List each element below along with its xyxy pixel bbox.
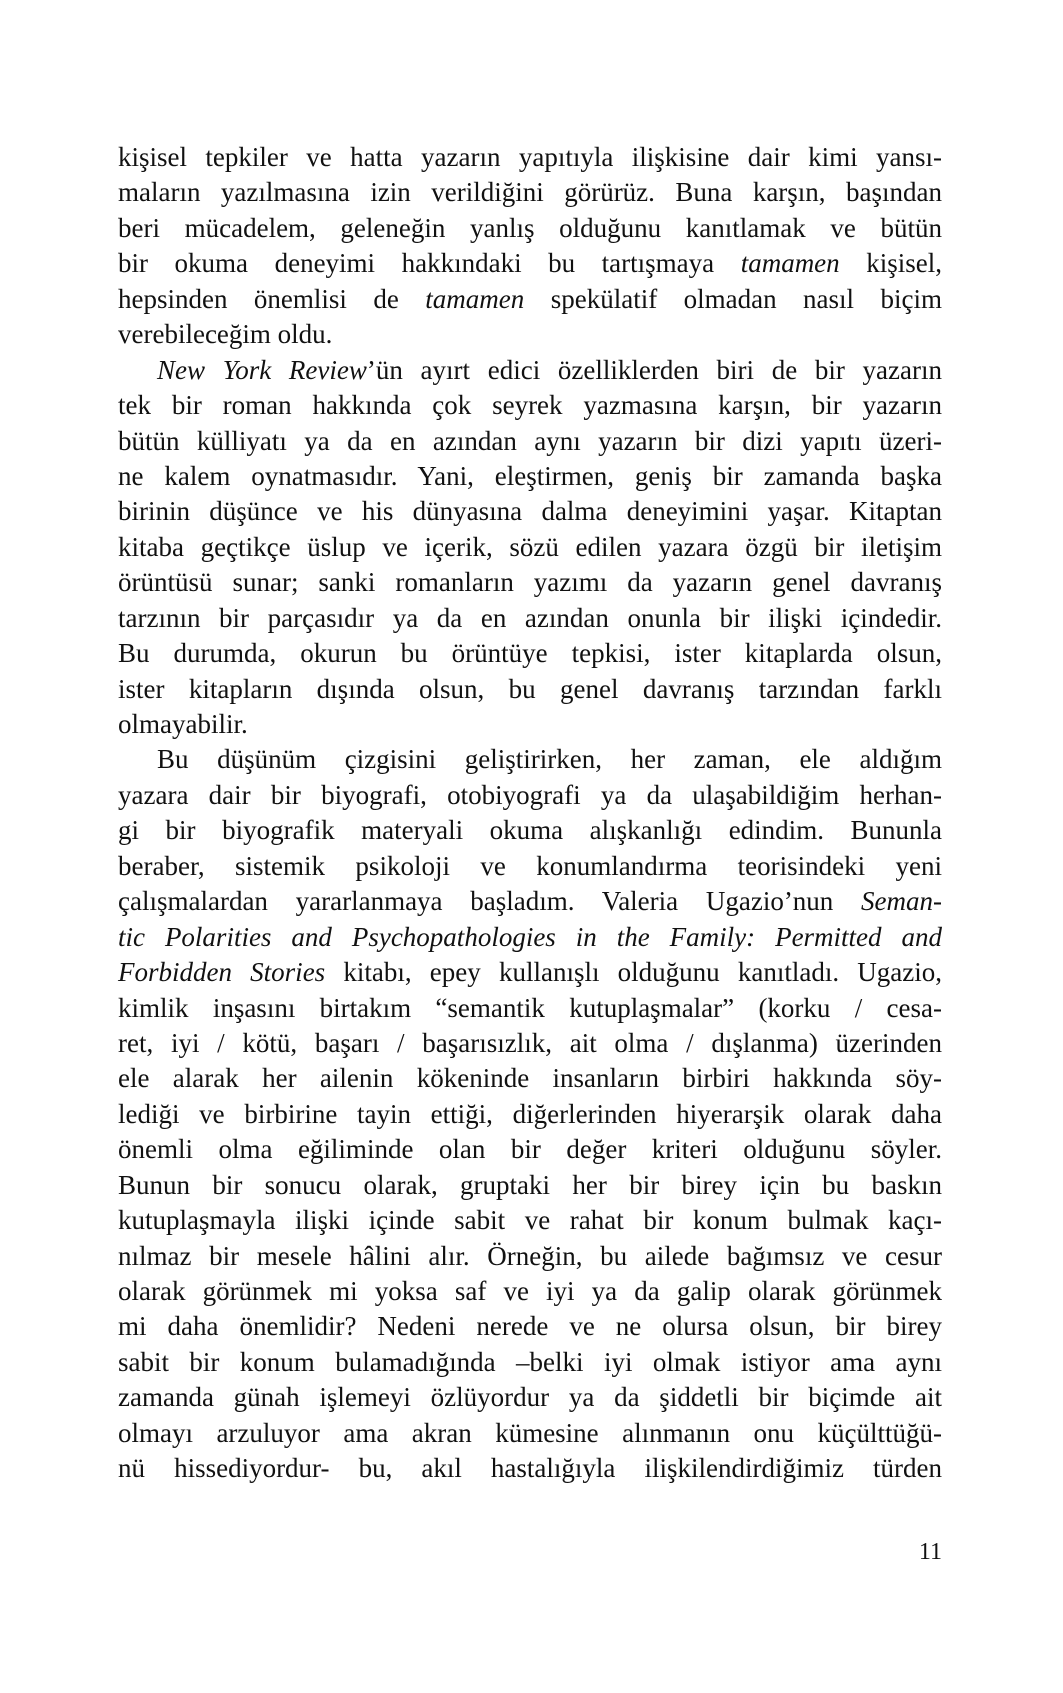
- text-line: [118, 778, 942, 813]
- text-segment: yazara dair bir biyografi, otobiyografi ya da ulaşabildiğim herhan-: [118, 779, 942, 810]
- text-segment: nü hissediyordur- bu, akıl hastalığıyla ilişkilendirdiğimiz türden: [118, 1453, 942, 1484]
- text-line: [118, 1451, 942, 1486]
- text-line: [118, 1061, 942, 1096]
- text-segment: kişisel tepkiler ve hatta yazarın yapıtıyla ilişkisine dair kimi yansı-: [118, 142, 942, 172]
- text-line: [118, 1203, 942, 1238]
- text-line: [118, 1416, 942, 1451]
- text-segment: bütün külliyatı ya da en azından aynı yazarın bir dizi yapıtı üzeri-: [118, 425, 942, 456]
- text-line: [118, 494, 942, 529]
- text-segment: bir okuma deneyimi hakkındaki bu tartışmaya: [118, 248, 741, 279]
- text-segment: ister kitapların dışında olsun, bu genel davranış tarzından farklı: [118, 673, 942, 704]
- body-text: [118, 140, 942, 1487]
- text-segment: ele alarak her ailenin kökeninde insanların birbiri hakkında söy-: [118, 1063, 942, 1094]
- text-segment: kitabı, epey kullanışlı olduğunu kanıtladı. Ugazio,: [325, 957, 942, 988]
- text-line: [118, 175, 942, 210]
- text-line: [118, 813, 942, 848]
- text-line: [118, 1168, 942, 1203]
- text-line: [118, 388, 942, 423]
- italic-text: Forbidden Stories: [118, 957, 326, 988]
- text-segment: olarak görünmek mi yoksa saf ve iyi ya da galip olarak görünmek: [118, 1276, 942, 1306]
- italic-text: Seman-: [861, 886, 942, 917]
- text-segment: örüntüsü sunar; sanki romanların yazımı da yazarın genel davranış: [118, 567, 942, 598]
- text-segment: sabit bir konum bulamadığında –belki iyi olmak istiyor ama aynı: [118, 1346, 942, 1377]
- text-segment: birinin düşünce ve his dünyasına dalma deneyimini yaşar. Kitaptan: [118, 496, 942, 527]
- text-line: [118, 565, 942, 600]
- text-segment: ne kalem oynatmasıdır. Yani, eleştirmen, geniş bir zamanda başka: [118, 460, 942, 491]
- text-segment: kitaba geçtikçe üslup ve içerik, sözü edilen yazara özgü bir iletişim: [118, 531, 942, 562]
- text-line: [118, 530, 942, 565]
- text-line: [118, 353, 942, 388]
- text-line: [118, 459, 942, 494]
- text-segment: kimlik inşasını birtakım “semantik kutuplaşmalar” (korku / cesa-: [118, 992, 942, 1023]
- text-line: [118, 920, 942, 955]
- text-segment: olmayı arzuluyor ama akran kümesine alınmanın onu küçülttüğü-: [118, 1417, 942, 1448]
- text-line: [118, 140, 942, 175]
- text-segment: beraber, sistemik psikoloji ve konumlandırma teorisindeki yeni: [118, 850, 942, 881]
- text-segment: beri mücadelem, geleneğin yanlış olduğunu kanıtlamak ve bütün: [118, 212, 942, 243]
- text-segment: maların yazılmasına izin verildiğini görürüz. Buna karşın, başından: [118, 177, 942, 208]
- text-line: [118, 1345, 942, 1380]
- text-line: [118, 1132, 942, 1167]
- text-segment: hepsinden önemlisi de: [118, 283, 426, 314]
- text-segment: spekülatif olmadan nasıl biçim: [524, 283, 942, 314]
- text-segment: çalışmalardan yararlanmaya başladım. Valeria Ugazio’nun: [118, 886, 862, 917]
- text-segment: tek bir roman hakkında çok seyrek yazmasına karşın, bir yazarın: [118, 390, 942, 421]
- text-line: [118, 1097, 942, 1132]
- text-line: [118, 1309, 942, 1344]
- text-line: [118, 1239, 942, 1274]
- text-segment: Bu düşünüm çizgisini geliştirirken, her zaman, ele aldığım: [157, 744, 942, 775]
- page-number: 11: [918, 1539, 942, 1565]
- text-segment: Bunun bir sonucu olarak, gruptaki her bir birey için bu baskın: [118, 1169, 942, 1200]
- text-line: [118, 991, 942, 1026]
- text-line: [118, 955, 942, 990]
- italic-text: tamamen: [425, 283, 525, 314]
- text-segment: kutuplaşmayla ilişki içinde sabit ve rahat bir konum bulmak kaçı-: [118, 1205, 942, 1236]
- text-segment: ret, iyi / kötü, başarı / başarısızlık, ait olma / dışlanma) üzerinden: [118, 1027, 942, 1058]
- text-segment: ’ün ayırt edici özelliklerden biri de bir yazarın: [366, 354, 942, 385]
- italic-text: New York Review: [157, 354, 367, 385]
- text-line: [118, 1274, 942, 1309]
- text-segment: kişisel,: [839, 248, 942, 279]
- text-line: [118, 636, 942, 671]
- text-line: [118, 317, 942, 352]
- text-segment: gi bir biyografik materyali okuma alışkanlığı edindim. Bununla: [118, 815, 942, 846]
- text-line: [118, 884, 942, 919]
- text-line: [118, 246, 942, 281]
- text-segment: nılmaz bir mesele hâlini alır. Örneğin, bu ailede bağımsız ve cesur: [118, 1240, 942, 1271]
- text-segment: Bu durumda, okurun bu örüntüye tepkisi, ister kitaplarda olsun,: [118, 638, 942, 669]
- text-segment: lediği ve birbirine tayin ettiği, diğerlerinden hiyerarşik olarak daha: [118, 1098, 942, 1129]
- text-line: [118, 1026, 942, 1061]
- text-segment: zamanda günah işlemeyi özlüyordur ya da şiddetli bir biçimde ait: [118, 1382, 942, 1413]
- text-segment: verebileceğim oldu.: [118, 319, 333, 350]
- text-line: [118, 742, 942, 777]
- text-segment: mi daha önemlidir? Nedeni nerede ve ne olursa olsun, bir birey: [118, 1311, 942, 1342]
- text-line: [118, 282, 942, 317]
- text-segment: önemli olma eğiliminde olan bir değer kriteri olduğunu söyler.: [118, 1134, 942, 1165]
- italic-text: tic Polarities and Psychopathologies in the Family: Permitted and: [118, 921, 942, 952]
- text-line: [118, 1380, 942, 1415]
- text-line: [118, 424, 942, 459]
- text-line: [118, 211, 942, 246]
- text-line: [118, 707, 942, 742]
- text-segment: tarzının bir parçasıdır ya da en azından onunla bir ilişki içindedir.: [118, 602, 942, 633]
- text-line: [118, 672, 942, 707]
- italic-text: tamamen: [740, 248, 840, 279]
- text-line: [118, 601, 942, 636]
- text-line: [118, 849, 942, 884]
- text-segment: olmayabilir.: [118, 709, 248, 739]
